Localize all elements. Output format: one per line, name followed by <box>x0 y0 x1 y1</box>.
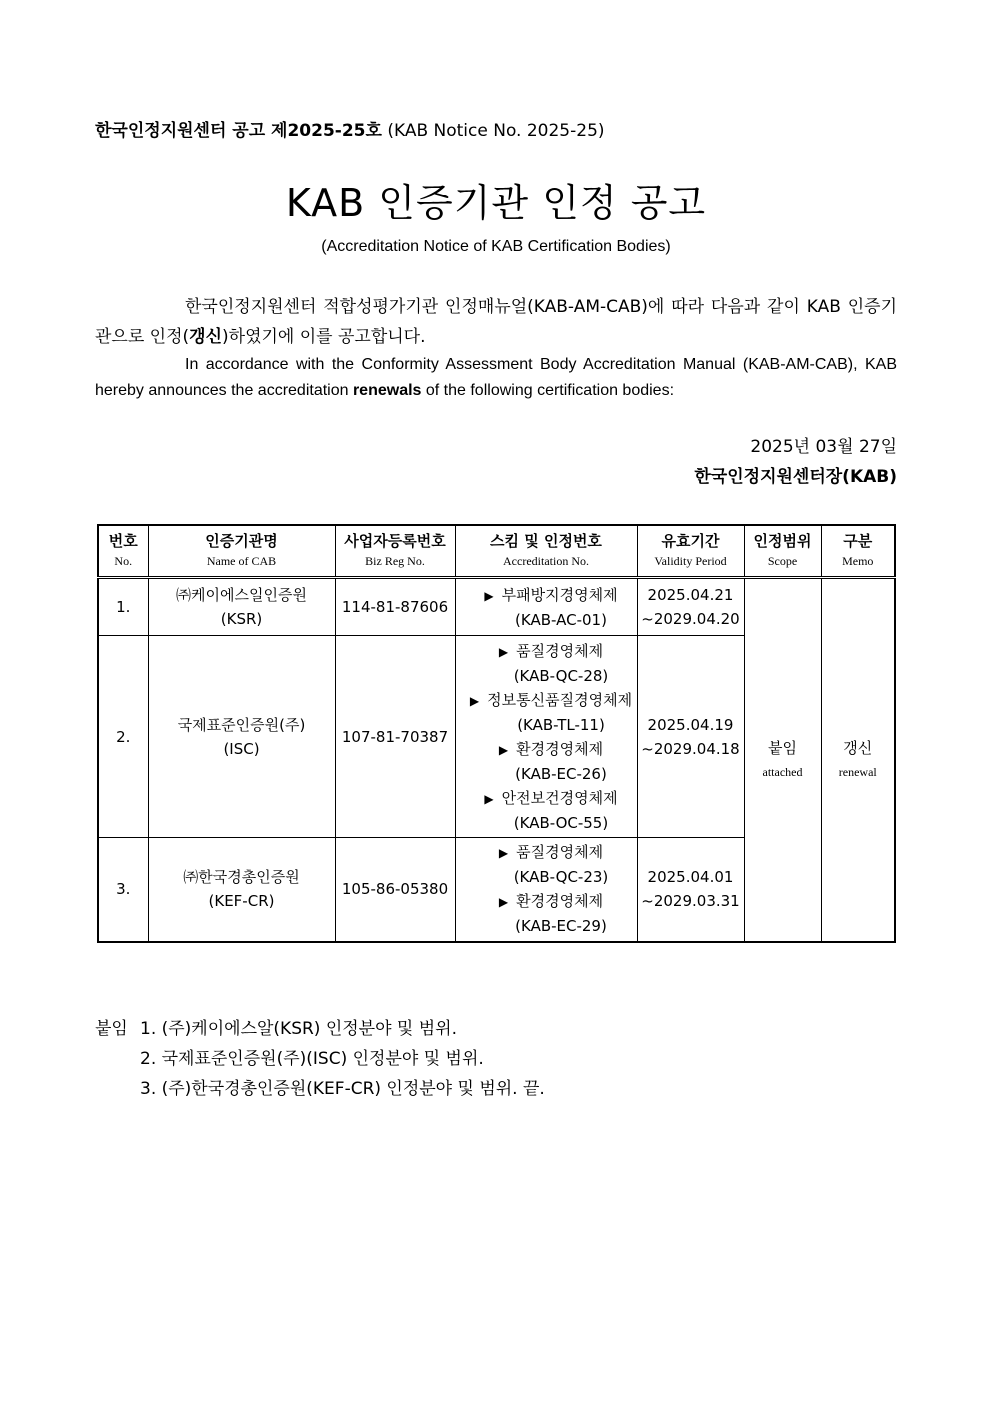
row-no: 1. <box>98 578 148 636</box>
validity-period: 2025.04.21 ~2029.04.20 <box>637 578 744 636</box>
announcement-paragraph-en <box>95 352 897 404</box>
biz-reg-no: 114-81-87606 <box>335 578 455 636</box>
paragraph-en-part2: of the following certification bodies: <box>421 382 675 399</box>
header-scheme: 스킴 및 인정번호 Accreditation No. <box>455 525 637 578</box>
page-title: KAB 인증기관 인정 공고 <box>285 181 707 225</box>
attachments <box>95 1014 545 1104</box>
attachments-label: 붙임 <box>95 1019 128 1039</box>
scheme-item: ▶ 환경경영체제 (KAB-EC-26) <box>466 737 637 786</box>
paragraph-en-part1: In accordance with the Conformity Assessment Body Accreditation Manual (KAB-AM-CAB), KAB hereby announces the accreditation <box>95 356 897 399</box>
biz-reg-no: 107-81-70387 <box>335 636 455 838</box>
header-biz-reg: 사업자등록번호 Biz Reg No. <box>335 525 455 578</box>
header-name: 인증기관명 Name of CAB <box>148 525 335 578</box>
scheme-list <box>455 838 637 942</box>
announcement-paragraph-ko <box>95 292 897 352</box>
notice-number <box>95 116 605 141</box>
scheme-item: ▶ 품질경영체제 (KAB-QC-23) <box>466 840 637 889</box>
scheme-list <box>455 578 637 636</box>
scheme-item: ▶ 환경경영체제 (KAB-EC-29) <box>466 889 637 938</box>
page-subtitle: (Accreditation Notice of KAB Certification Bodies) <box>321 238 671 255</box>
cab-name: 국제표준인증원(주) (ISC) <box>148 636 335 838</box>
header-validity: 유효기간 Validity Period <box>637 525 744 578</box>
table-row <box>98 578 895 636</box>
notice-number-ko: 한국인정지원센터 공고 제2025-25호 <box>95 121 382 141</box>
attachment-item: 3. (주)한국경총인증원(KEF-CR) 인정분야 및 범위. 끝. <box>140 1079 545 1099</box>
attachment-item: 1. (주)케이에스알(KSR) 인정분야 및 범위. <box>140 1019 458 1039</box>
paragraph-ko-part2: )하였기에 이를 공고합니다. <box>222 327 426 347</box>
validity-period: 2025.04.01 ~2029.03.31 <box>637 838 744 942</box>
validity-period: 2025.04.19 ~2029.04.18 <box>637 636 744 838</box>
scheme-item: ▶ 부패방지경영체제 (KAB-AC-01) <box>466 583 637 632</box>
scheme-item: ▶ 정보통신품질경영체제 (KAB-TL-11) <box>466 688 637 737</box>
paragraph-ko-bold: 갱신 <box>189 327 223 347</box>
scheme-list <box>455 636 637 838</box>
row-no: 2. <box>98 636 148 838</box>
issuer: 한국인정지원센터장(KAB) <box>694 467 897 487</box>
header-no: 번호 No. <box>98 525 148 578</box>
scheme-item: ▶ 품질경영체제 (KAB-QC-28) <box>466 639 637 688</box>
header-scope: 인정범위 Scope <box>744 525 821 578</box>
row-no: 3. <box>98 838 148 942</box>
header-memo: 구분 Memo <box>821 525 895 578</box>
scheme-item: ▶ 안전보건경영체제 (KAB-OC-55) <box>466 786 637 835</box>
paragraph-en-bold: renewals <box>352 382 422 399</box>
scope-cell: 붙임 attached <box>744 578 821 942</box>
memo-cell: 갱신 renewal <box>821 578 895 942</box>
notice-date: 2025년 03월 27일 <box>750 437 897 457</box>
cab-name: ㈜한국경총인증원 (KEF-CR) <box>148 838 335 942</box>
notice-number-en: (KAB Notice No. 2025-25) <box>387 121 605 141</box>
table-header-row <box>98 525 895 578</box>
biz-reg-no: 105-86-05380 <box>335 838 455 942</box>
attachment-item: 2. 국제표준인증원(주)(ISC) 인정분야 및 범위. <box>140 1049 484 1069</box>
paragraph-ko-part1: 한국인정지원센터 적합성평가기관 인정매뉴얼(KAB-AM-CAB)에 따라 다음과 같이 KAB 인증기관으로 인정( <box>95 297 897 347</box>
cab-name: ㈜케이에스일인증원 (KSR) <box>148 578 335 636</box>
certification-bodies-table <box>97 524 896 943</box>
